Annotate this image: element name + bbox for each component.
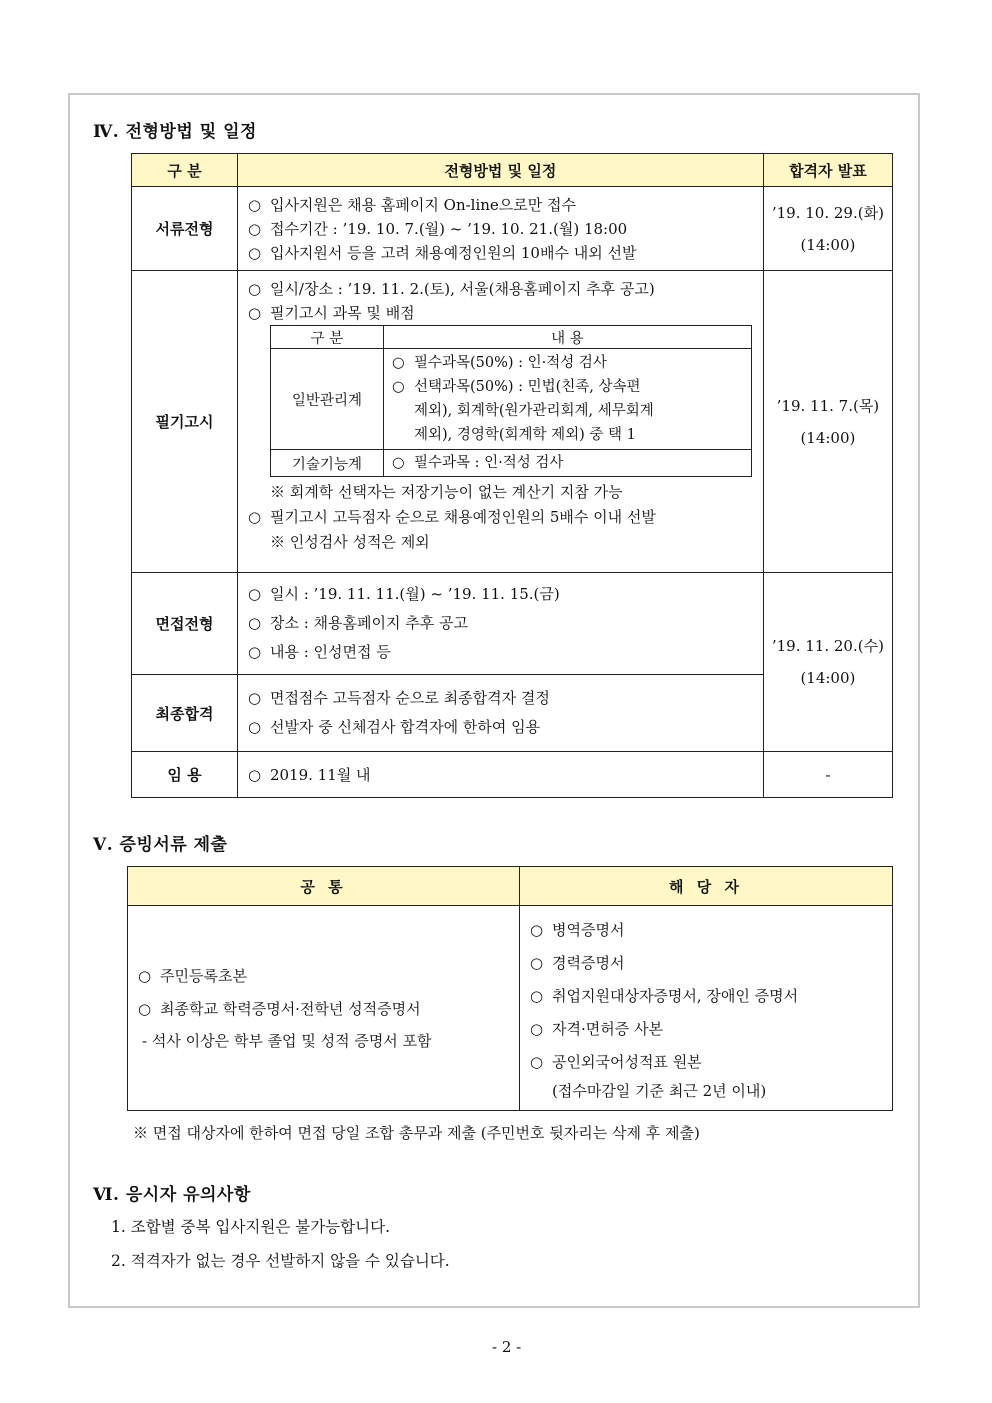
row-label-doc: 서류전형: [132, 187, 238, 271]
inner-header-content: 내 용: [383, 326, 751, 349]
row-label-appoint: 임 용: [132, 752, 238, 798]
col-header-announce: 합격자 발표: [763, 154, 892, 187]
table-row: [132, 187, 893, 271]
doc-announce: ’19. 10. 29.(화) (14:00): [763, 187, 892, 271]
appoint-content: ○ 2019. 11월 내: [237, 752, 763, 798]
table-row: [132, 271, 893, 573]
subject-table: 구 분 내 용 일반관리계 ○ 필수과목(50%) : 인·적성 검사 ○ 선택과목(50%) : 민법(친족, 상속편 제외), 회계학(원가관리회계, 세무회계 제외), 경영학(회계학 제외) 중 택 1 기술기능계 ○ 필수과목 : 인·적성 검사: [270, 325, 752, 477]
col-header-specific: 해 당 자: [520, 867, 893, 906]
notice-item-1: 1. 조합별 중복 입사지원은 불가능합니다.: [111, 1218, 390, 1236]
page-number: - 2 -: [492, 1338, 522, 1356]
col-header-category: 구 분: [132, 154, 238, 187]
interview-content: ○ 일시 : ’19. 11. 11.(월) ~ ’19. 11. 15.(금) ○ 장소 : 채용홈페이지 추후 공고 ○ 내용 : 인성면접 등: [237, 573, 763, 675]
section-4-title: Ⅳ. 전형방법 및 일정: [93, 122, 257, 142]
row-label-final: 최종합격: [132, 675, 238, 752]
inner-header-category: 구 분: [270, 326, 383, 349]
inner-cat-tech: 기술기능계: [270, 450, 383, 477]
row-label-interview: 면접전형: [132, 573, 238, 675]
common-docs: ○ 주민등록초본 ○ 최종학교 학력증명서·전학년 성적증명서 - 석사 이상은 학부 졸업 및 성적 증명서 포함: [128, 906, 520, 1111]
written-content: ○ 일시/장소 : ’19. 11. 2.(토), 서울(채용홈페이지 추후 공고) ○ 필기고시 과목 및 배점 구 분 내 용 일반관리계 ○ 필수과목(50%) : 인·적성 검사 ○ 선택과목(50%) : 민법(친족, 상속편 제외), 회계학(원가관리회계, 세무회계 제외), 경영학(회계학 제외) 중 택 1 기술기능계 ○ 필수과목 : 인·적성 검사 ※ 회계학 선택자는 저장기능이 없는 계산기 지참 가능 ○ 필기고시 고득점자 순으로 채용예정인원의 5배수 이내 선발 ※ 인성검사 성적은 제외: [237, 271, 763, 573]
row-label-written: 필기고시: [132, 271, 238, 573]
section-6-title: Ⅵ. 응시자 유의사항: [93, 1185, 251, 1205]
written-note-1: ※ 회계학 선택자는 저장기능이 없는 계산기 지참 가능: [269, 483, 623, 501]
specific-docs: ○ 병역증명서 ○ 경력증명서 ○ 취업지원대상자증명서, 장애인 증명서 ○ 자격·면허증 사본 ○ 공인외국어성적표 원본 (접수마감일 기준 최근 2년 이내): [520, 906, 893, 1111]
col-header-common: 공 통: [128, 867, 520, 906]
table-row: [132, 752, 893, 798]
schedule-table: [131, 153, 893, 798]
doc-content: ○ 입사지원은 채용 홈페이지 On-line으로만 접수 ○ 접수기간 : ’19. 10. 7.(월) ~ ’19. 10. 21.(월) 18:00 ○ 입사지원서 등을 고려 채용예정인원의 10배수 내외 선발: [237, 187, 763, 271]
col-header-method: 전형방법 및 일정: [237, 154, 763, 187]
appoint-announce: -: [763, 752, 892, 798]
section-5-title: Ⅴ. 증빙서류 제출: [93, 835, 228, 855]
documents-table: [127, 866, 893, 1111]
written-note-2: ※ 인성검사 성적은 제외: [269, 533, 430, 551]
written-announce: ’19. 11. 7.(목) (14:00): [763, 271, 892, 573]
inner-cat-general: 일반관리계: [270, 349, 383, 450]
final-content: ○ 면접점수 고득점자 순으로 최종합격자 결정 ○ 선발자 중 신체검사 합격자에 한하여 임용: [237, 675, 763, 752]
notice-item-2: 2. 적격자가 없는 경우 선발하지 않을 수 있습니다.: [111, 1252, 450, 1270]
specific-note: (접수마감일 기준 최근 2년 이내): [552, 1081, 767, 1100]
common-note: - 석사 이상은 학부 졸업 및 성적 증명서 포함: [142, 1032, 432, 1050]
table-row: [132, 573, 893, 675]
interview-announce: ’19. 11. 20.(수) (14:00): [763, 573, 892, 752]
documents-footnote: ※ 면접 대상자에 한하여 면접 당일 조합 총무과 제출 (주민번호 뒷자리는 삭제 후 제출): [133, 1124, 700, 1142]
